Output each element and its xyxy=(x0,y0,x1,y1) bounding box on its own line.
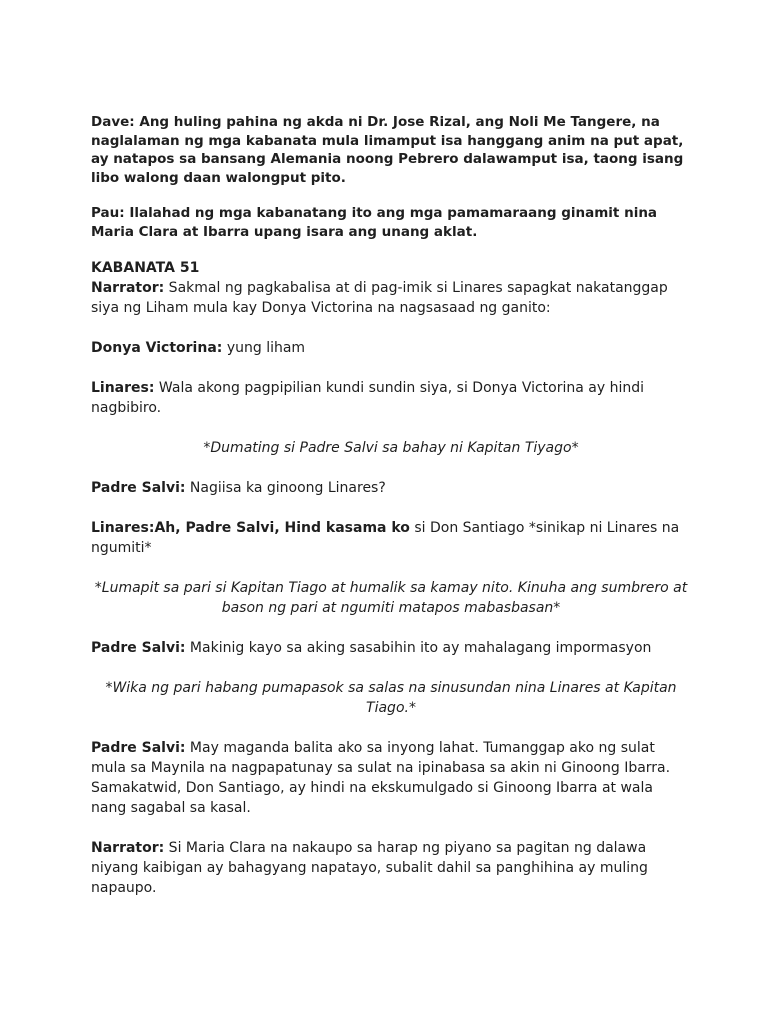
speaker-label: Narrator: xyxy=(91,280,165,296)
dialogue-text: Makinig kayo sa aking sasabihin ito ay mahalagang impormasyon xyxy=(185,640,652,656)
dialogue-text: May maganda balita ako sa inyong lahat. Tumanggap ako ng sulat mula sa Maynila na nagpapatunay sa sulat na ipinabasa sa akin ni Ginoong Ibarra. Samakatwid, Don Santiago, ay hindi na ekskumulgado si Ginoong Ibarra at wala nang sagabal sa kasal. xyxy=(91,740,671,816)
dialogue-text: Wala akong pagpipilian kundi sundin siya, si Donya Victorina ay hindi nagbibiro. xyxy=(91,380,645,416)
dialogue-line xyxy=(91,278,691,318)
dialogue-line xyxy=(91,478,691,498)
speaker-label: Linares: xyxy=(91,380,155,396)
dialogue-text: yung liham xyxy=(222,340,306,356)
stage-direction: *Dumating si Padre Salvi sa bahay ni Kapitan Tiyago* xyxy=(203,440,579,456)
dialogue-line xyxy=(91,638,691,658)
document-page xyxy=(91,113,691,918)
speaker-label: Linares:Ah, Padre Salvi, Hind kasama ko xyxy=(91,520,410,536)
dialogue-text: si Don Santiago *sinikap ni Linares na ngumiti* xyxy=(91,520,680,556)
pau-intro: Pau: Ilalahad ng mga kabanatang ito ang mga pamamaraang ginamit nina Maria Clara at Ibarra upang isara ang unang aklat. xyxy=(91,205,658,240)
chapter-heading: KABANATA 51 xyxy=(91,260,200,276)
dialogue-line xyxy=(91,838,691,898)
dave-intro: Dave: Ang huling pahina ng akda ni Dr. Jose Rizal, ang Noli Me Tangere, na naglalaman ng mga kabanata mula limamput isa hanggang anim na put apat, ay natapos sa bansang Alemania noong Pebrero dalawamput isa, taong isang libo walong daan walongput pito. xyxy=(91,114,684,186)
dialogue-text: Si Maria Clara na nakaupo sa harap ng piyano sa pagitan ng dalawa niyang kaibigan ay bahagyang napatayo, subalit dahil sa panghihina ay muling napaupo. xyxy=(91,840,648,896)
dialogue-line xyxy=(91,518,691,558)
dialogue-line xyxy=(91,738,691,818)
speaker-label: Donya Victorina: xyxy=(91,340,223,356)
stage-direction: *Wika ng pari habang pumapasok sa salas na sinusundan nina Linares at Kapitan Tiago.* xyxy=(105,680,677,716)
dialogue-text: Sakmal ng pagkabalisa at di pag-imik si Linares sapagkat nakatanggap siya ng Liham mula kay Donya Victorina na nagsasaad ng ganito: xyxy=(91,280,668,316)
speaker-label: Padre Salvi: xyxy=(91,640,186,656)
speaker-label: Padre Salvi: xyxy=(91,480,186,496)
dialogue-text: Nagiisa ka ginoong Linares? xyxy=(185,480,386,496)
dialogue-line xyxy=(91,378,691,418)
speaker-label: Narrator: xyxy=(91,840,165,856)
stage-direction: *Lumapit sa pari si Kapitan Tiago at humalik sa kamay nito. Kinuha ang sumbrero at bason ng pari at ngumiti matapos mabasbasan* xyxy=(94,580,688,616)
speaker-label: Padre Salvi: xyxy=(91,740,186,756)
dialogue-line xyxy=(91,338,691,358)
